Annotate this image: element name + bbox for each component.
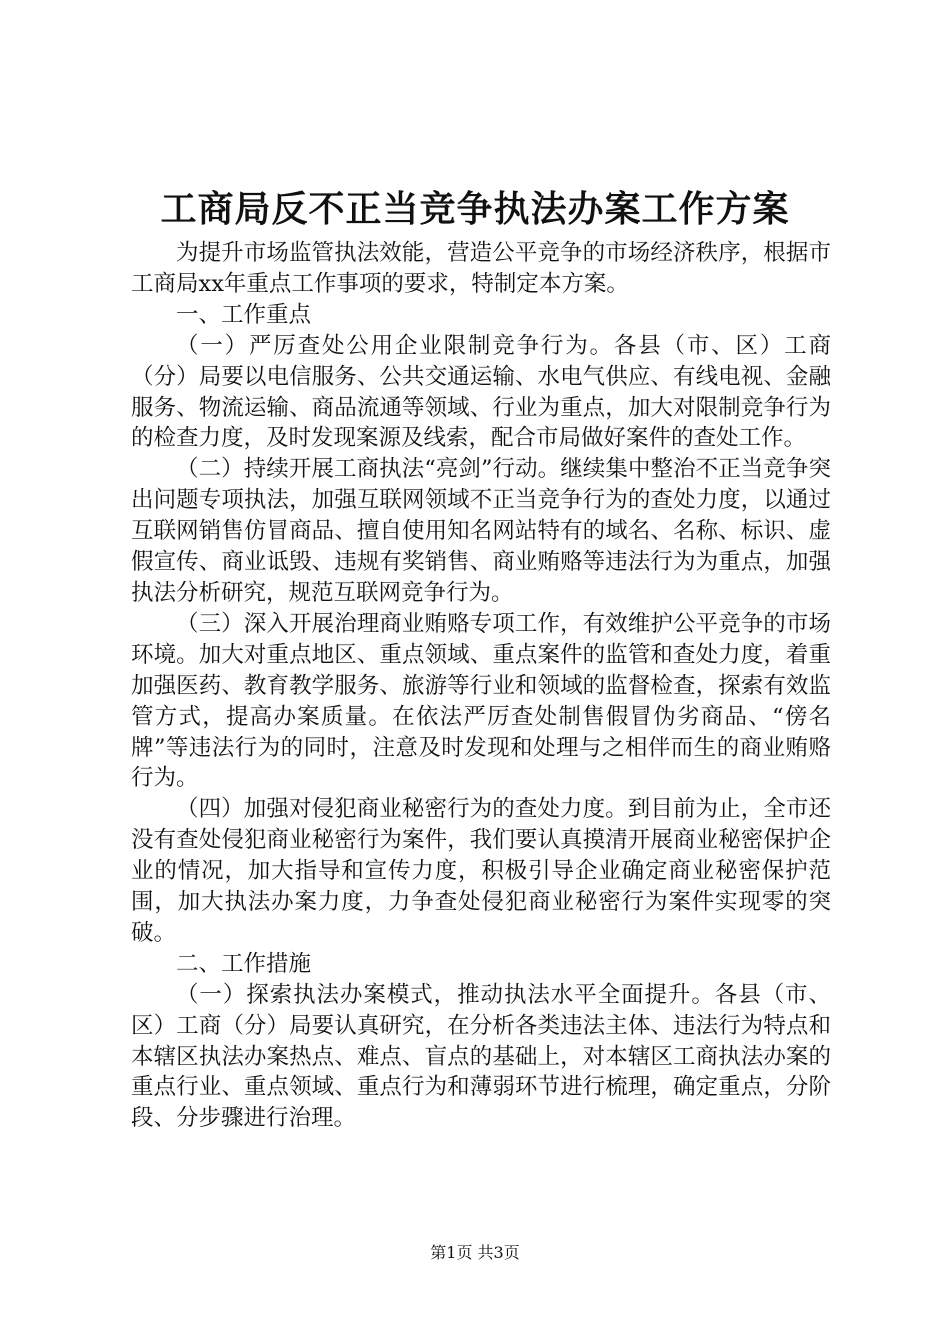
section-heading-work-focus: 一、工作重点 xyxy=(176,301,312,328)
section-paragraph: （三）深入开展治理商业贿赂专项工作，有效维护公平竞争的市场环境。加大对重点地区、重点领域、重点案件的监管和查处力度，着重加强医药、教育教学服务、旅游等行业和领域的监督检查，探索有效监管方式，提高办案质量。在依法严厉查处制售假冒伪劣商品、“傍名牌”等违法行为的同时，注意及时发现和处理与之相伴而生的商业贿赂行为。 xyxy=(131,610,831,792)
section-paragraph: （一）探索执法办案模式，推动执法水平全面提升。各县（市、区）工商（分）局要认真研究，在分析各类违法主体、违法行为特点和本辖区执法办案热点、难点、盲点的基础上，对本辖区工商执法办案的重点行业、重点领域、重点行为和薄弱环节进行梳理，确定重点，分阶段、分步骤进行治理。 xyxy=(131,981,831,1132)
page-number-footer: 第1页 共3页 xyxy=(430,1243,520,1262)
section-paragraph: （二）持续开展工商执法“亮剑”行动。继续集中整治不正当竞争突出问题专项执法，加强互联网领域不正当竞争行为的查处力度，以通过互联网销售仿冒商品、擅自使用知名网站特有的域名、名称、标识、虚假宣传、商业诋毁、违规有奖销售、商业贿赂等违法行为为重点，加强执法分析研究，规范互联网竞争行为。 xyxy=(131,456,831,606)
section-paragraph: （一）严厉查处公用企业限制竞争行为。各县（市、区）工商（分）局要以电信服务、公共交通运输、水电气供应、有线电视、金融服务、物流运输、商品流通等领域、行业为重点，加大对限制竞争行为的检查力度，及时发现案源及线索，配合市局做好案件的查处工作。 xyxy=(131,332,831,452)
section-paragraph: （四）加强对侵犯商业秘密行为的查处力度。到目前为止，全市还没有查处侵犯商业秘密行为案件，我们要认真摸清开展商业秘密保护企业的情况，加大指导和宣传力度，积极引导企业确定商业秘密保护范围，加大执法办案力度，力争查处侵犯商业秘密行为案件实现零的突破。 xyxy=(131,796,831,946)
section-heading-work-measures: 二、工作措施 xyxy=(176,950,312,977)
intro-paragraph: 为提升市场监管执法效能，营造公平竞争的市场经济秩序，根据市工商局xx年重点工作事项的要求，特制定本方案。 xyxy=(131,240,831,297)
document-body xyxy=(131,238,831,1134)
document-title: 工商局反不正当竞争执法办案工作方案 xyxy=(160,188,790,230)
